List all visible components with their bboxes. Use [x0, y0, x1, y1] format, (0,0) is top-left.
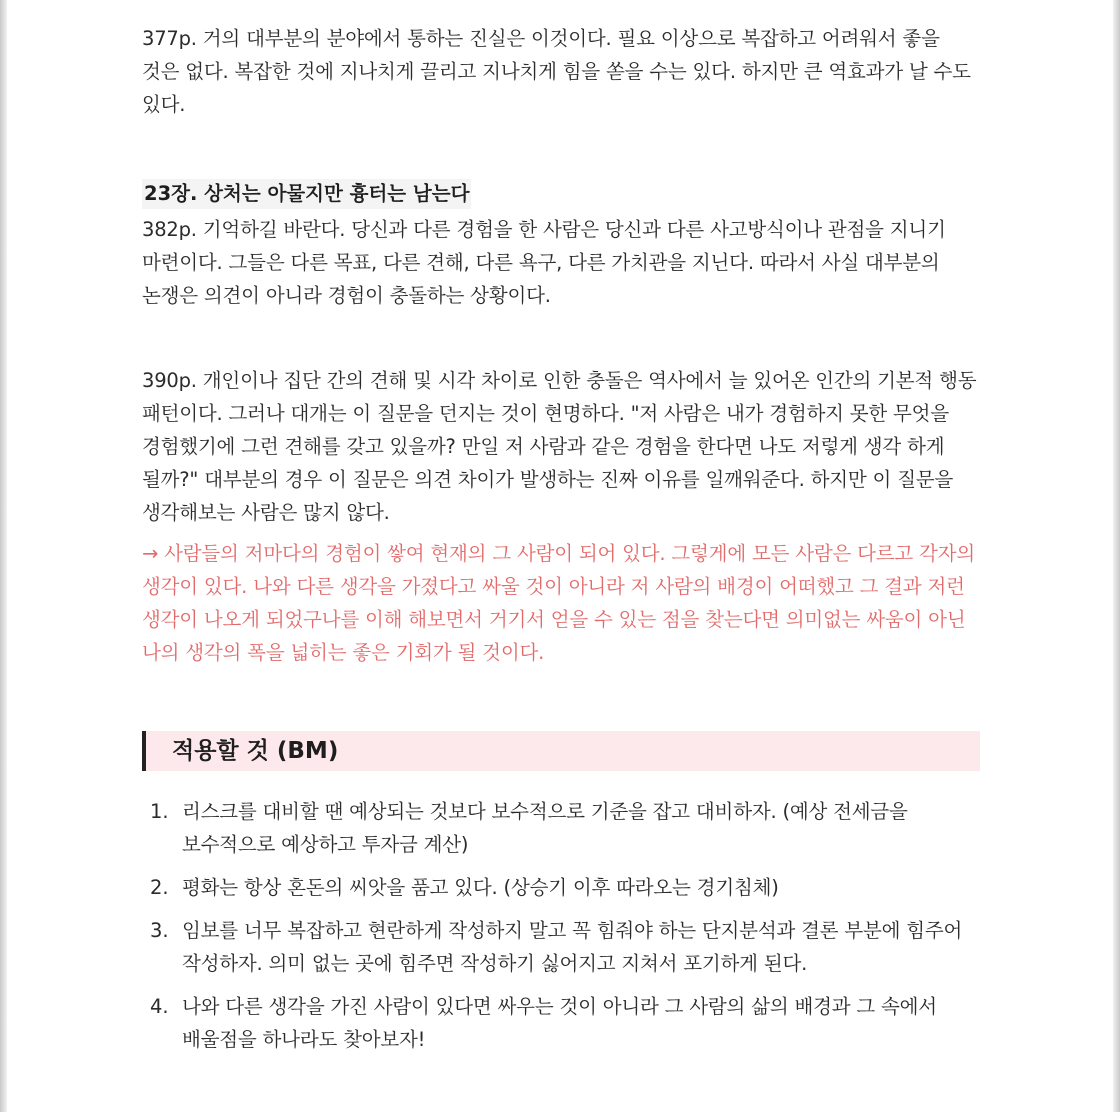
reflection-note: → 사람들의 저마다의 경험이 쌓여 현재의 그 사람이 되어 있다. 그렇게에 모든 사람은 다르고 각자의 생각이 있다. 나와 다른 생각을 가졌다고 싸울 것이 아니라 저 사람의 배경이 어떠했고 그 결과 저런 생각이 나오게 되었구나를 이해 해보면서 거기서 얻을 수 있는 점을 찾는다면 의미없는 싸움이 아닌 나의 생각의 폭을 넓히는 좋은 기회가 될 것이다. — [142, 542, 975, 664]
bm-item-number: 3. — [150, 919, 169, 942]
bm-list-item — [142, 871, 980, 904]
chapter-23-heading: 23장. 상처는 아물지만 흉터는 남는다 — [142, 179, 471, 209]
document-page — [142, 22, 980, 1066]
paragraph-382p: 382p. 기억하길 바란다. 당신과 다른 경험을 한 사람은 당신과 다른 사고방식이나 관점을 지니기 마련이다. 그들은 다른 목표, 다른 견해, 다른 욕구, 다른 가치관을 지닌다. 따라서 사실 대부분의 논쟁은 의견이 아니라 경험이 충돌하는 상황이다. — [142, 218, 946, 307]
bm-item-number: 4. — [150, 995, 169, 1018]
paragraph-377p: 377p. 거의 대부분의 분야에서 통하는 진실은 이것이다. 필요 이상으로 복잡하고 어려워서 좋을 것은 없다. 복잡한 것에 지나치게 끌리고 지나치게 힘을 쏟을 수는 있다. 하지만 큰 역효과가 날 수도 있다. — [142, 27, 971, 116]
paragraph-390p: 390p. 개인이나 집단 간의 견해 및 시각 차이로 인한 충돌은 역사에서 늘 있어온 인간의 기본적 행동 패턴이다. 그러나 대개는 이 질문을 던지는 것이 현명하다. "저 사람은 내가 경험하지 못한 무엇을 경험했기에 그런 견해를 갖고 있을까? 만일 저 사람과 같은 경험을 한다면 나도 저렇게 생각 하게 될까?" 대부분의 경우 이 질문은 의견 차이가 발생하는 진짜 이유를 일깨워준다. 하지만 이 질문을 생각해보는 사람은 많지 않다. — [142, 369, 977, 524]
page-edge-left — [0, 0, 7, 1112]
bm-item-text: 평화는 항상 혼돈의 씨앗을 품고 있다. (상승기 이후 따라오는 경기침체) — [182, 876, 779, 899]
bm-list-item — [142, 914, 980, 980]
page-edge-right — [1113, 0, 1120, 1112]
bm-item-text: 리스크를 대비할 땐 예상되는 것보다 보수적으로 기준을 잡고 대비하자. (예상 전세금을 보수적으로 예상하고 투자금 계산) — [182, 800, 908, 856]
bm-item-number: 1. — [150, 800, 169, 823]
bm-item-number: 2. — [150, 876, 169, 899]
bm-section-title: 적용할 것 (BM) — [172, 738, 339, 764]
bm-item-text: 임보를 너무 복잡하고 현란하게 작성하지 말고 꼭 힘줘야 하는 단지분석과 결론 부분에 힘주어 작성하자. 의미 없는 곳에 힘주면 작성하기 싫어지고 지쳐서 포기하게 된다. — [182, 919, 963, 975]
bm-list — [142, 795, 980, 1056]
bm-item-text: 나와 다른 생각을 가진 사람이 있다면 싸우는 것이 아니라 그 사람의 삶의 배경과 그 속에서 배울점을 하나라도 찾아보자! — [182, 995, 937, 1051]
bm-list-item — [142, 990, 980, 1056]
bm-section-header — [142, 731, 980, 771]
bm-list-item — [142, 795, 980, 861]
